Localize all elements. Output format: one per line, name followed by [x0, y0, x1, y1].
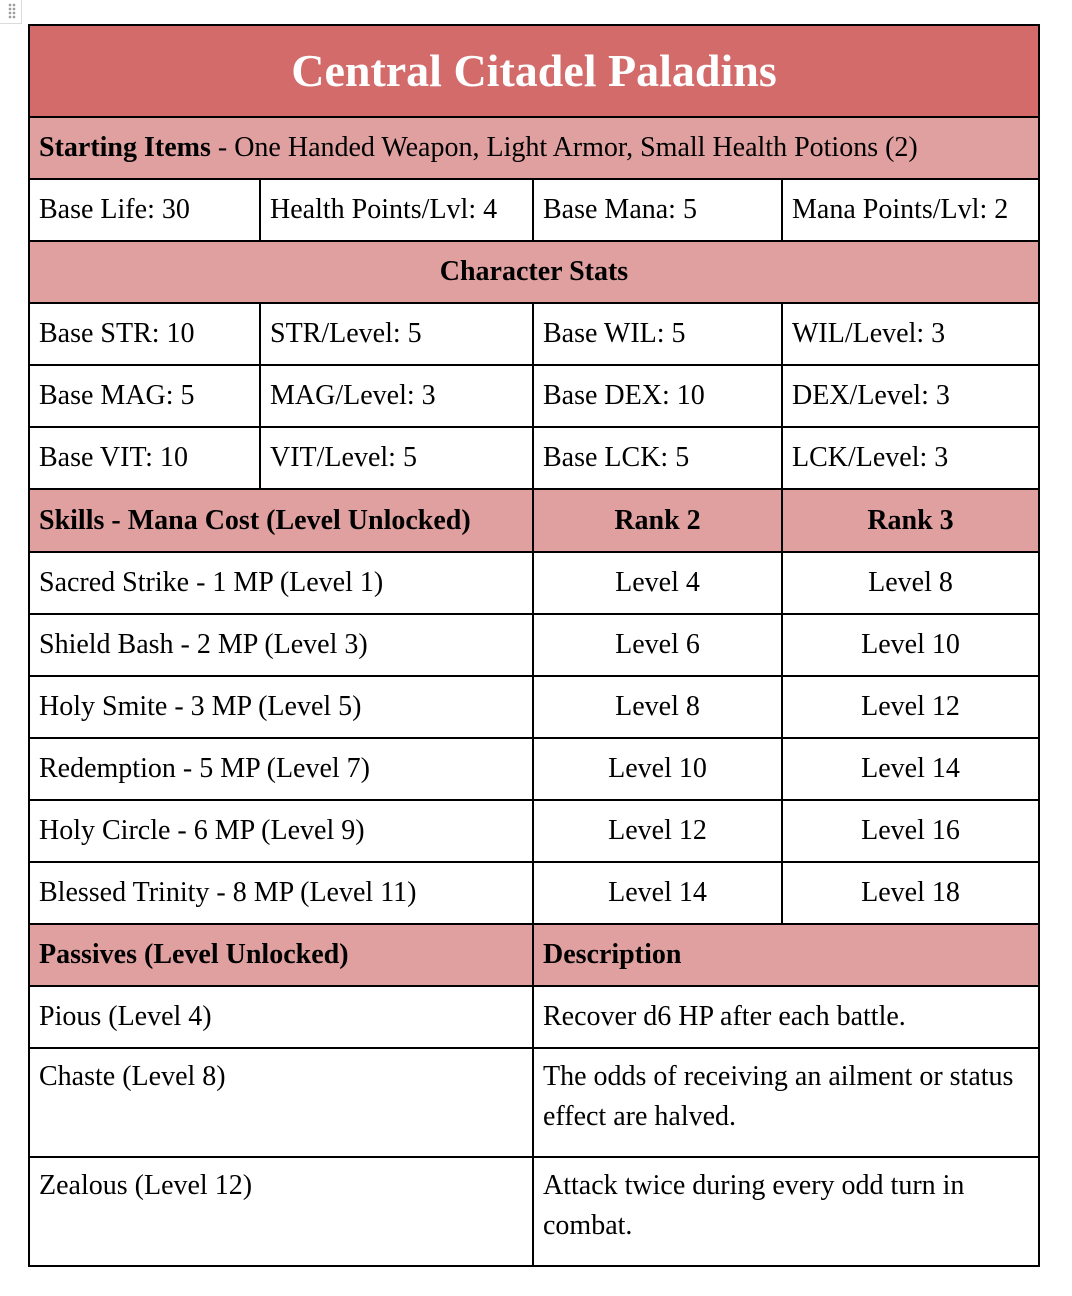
skill-rank2: Level 6 — [533, 614, 782, 676]
skill-rank3: Level 16 — [782, 800, 1039, 862]
stat-cell: MAG/Level: 3 — [260, 365, 533, 427]
skill-row — [29, 552, 1039, 614]
passive-row — [29, 1157, 1039, 1266]
skills-header-rank2: Rank 2 — [533, 489, 782, 552]
health-points-per-level: Health Points/Lvl: 4 — [260, 179, 533, 241]
sheet-title: Central Citadel Paladins — [29, 25, 1039, 117]
stat-row — [29, 427, 1039, 489]
skill-rank2: Level 8 — [533, 676, 782, 738]
stat-cell: VIT/Level: 5 — [260, 427, 533, 489]
base-life: Base Life: 30 — [29, 179, 260, 241]
starting-items-text: One Handed Weapon, Light Armor, Small Health Potions (2) — [234, 132, 918, 163]
skill-rank3: Level 8 — [782, 552, 1039, 614]
passive-description: Recover d6 HP after each battle. — [533, 986, 1039, 1048]
passive-row — [29, 986, 1039, 1048]
base-mana: Base Mana: 5 — [533, 179, 782, 241]
skill-row — [29, 676, 1039, 738]
class-sheet-table — [28, 24, 1040, 1267]
stat-cell: WIL/Level: 3 — [782, 303, 1039, 365]
character-stats-header: Character Stats — [29, 241, 1039, 303]
drag-handle[interactable] — [0, 0, 22, 24]
stat-cell: Base VIT: 10 — [29, 427, 260, 489]
skill-name: Redemption - 5 MP (Level 7) — [29, 738, 533, 800]
stat-cell: Base STR: 10 — [29, 303, 260, 365]
skill-rank3: Level 18 — [782, 862, 1039, 924]
drag-dots-icon — [8, 3, 16, 19]
skills-header-name: Skills - Mana Cost (Level Unlocked) — [29, 489, 533, 552]
base-row — [29, 179, 1039, 241]
skill-row — [29, 738, 1039, 800]
character-stats-header-row — [29, 241, 1039, 303]
skill-rank3: Level 10 — [782, 614, 1039, 676]
passive-description: Attack twice during every odd turn in combat. — [533, 1157, 1039, 1266]
passives-header-name: Passives (Level Unlocked) — [29, 924, 533, 986]
skill-rank2: Level 4 — [533, 552, 782, 614]
starting-items-row — [29, 117, 1039, 179]
passive-name: Zealous (Level 12) — [29, 1157, 533, 1266]
stat-cell: Base DEX: 10 — [533, 365, 782, 427]
stat-row — [29, 365, 1039, 427]
skill-name: Blessed Trinity - 8 MP (Level 11) — [29, 862, 533, 924]
skill-row — [29, 800, 1039, 862]
skill-rank2: Level 12 — [533, 800, 782, 862]
skills-header-row — [29, 489, 1039, 552]
mana-points-per-level: Mana Points/Lvl: 2 — [782, 179, 1039, 241]
skill-rank2: Level 14 — [533, 862, 782, 924]
skill-rank2: Level 10 — [533, 738, 782, 800]
skill-name: Holy Smite - 3 MP (Level 5) — [29, 676, 533, 738]
skill-name: Sacred Strike - 1 MP (Level 1) — [29, 552, 533, 614]
skill-rank3: Level 14 — [782, 738, 1039, 800]
stat-row — [29, 303, 1039, 365]
passives-header-description: Description — [533, 924, 1039, 986]
starting-items-cell — [29, 117, 1039, 179]
stat-cell: Base MAG: 5 — [29, 365, 260, 427]
skills-header-rank3: Rank 3 — [782, 489, 1039, 552]
skill-name: Holy Circle - 6 MP (Level 9) — [29, 800, 533, 862]
starting-items-separator: - — [210, 132, 235, 163]
stat-cell: DEX/Level: 3 — [782, 365, 1039, 427]
passive-row — [29, 1048, 1039, 1157]
stat-cell: Base LCK: 5 — [533, 427, 782, 489]
passive-name: Pious (Level 4) — [29, 986, 533, 1048]
title-row — [29, 25, 1039, 117]
starting-items-label: Starting Items — [39, 132, 211, 163]
skill-rank3: Level 12 — [782, 676, 1039, 738]
skill-row — [29, 614, 1039, 676]
passive-description: The odds of receiving an ailment or status effect are halved. — [533, 1048, 1039, 1157]
stat-cell: Base WIL: 5 — [533, 303, 782, 365]
stat-cell: STR/Level: 5 — [260, 303, 533, 365]
skill-row — [29, 862, 1039, 924]
skill-name: Shield Bash - 2 MP (Level 3) — [29, 614, 533, 676]
passive-name: Chaste (Level 8) — [29, 1048, 533, 1157]
passives-header-row — [29, 924, 1039, 986]
stat-cell: LCK/Level: 3 — [782, 427, 1039, 489]
